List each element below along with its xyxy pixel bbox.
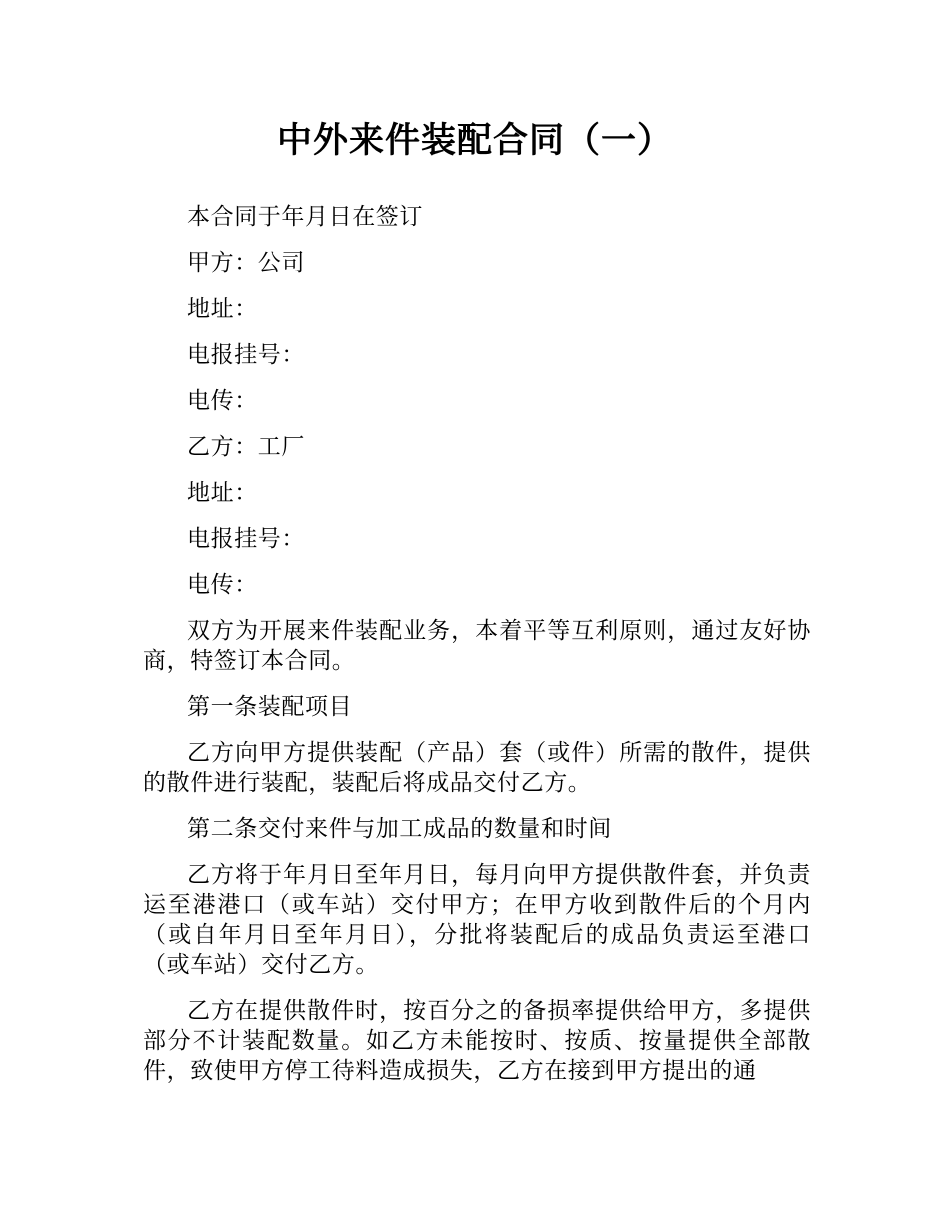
paragraph-party-b-cable: 电报挂号：	[187, 526, 305, 552]
paragraph-party-b-address: 地址：	[187, 480, 258, 506]
document-title: 中外来件装配合同（一）	[276, 121, 673, 161]
article-1-body: 乙方向甲方提供装配（产品）套（或件）所需的散件，提供的散件进行装配，装配后将成品交付乙方。	[143, 740, 811, 796]
paragraph-signing-date: 本合同于年月日在签订	[187, 204, 423, 230]
paragraph-party-b: 乙方：工厂	[187, 434, 305, 460]
article-2-body-2: 乙方在提供散件时，按百分之的备损率提供给甲方，多提供部分不计装配数量。如乙方未能按时、按质、按量提供全部散件，致使甲方停工待料造成损失，乙方在接到甲方提出的通	[143, 998, 811, 1084]
paragraph-preamble: 双方为开展来件装配业务，本着平等互利原则，通过友好协商，特签订本合同。	[143, 618, 811, 674]
paragraph-party-a-telex: 电传：	[187, 388, 258, 414]
article-1-heading: 第一条装配项目	[187, 694, 353, 720]
paragraph-party-a: 甲方：公司	[187, 250, 305, 276]
paragraph-party-b-telex: 电传：	[187, 572, 258, 598]
article-2-body-1: 乙方将于年月日至年月日，每月向甲方提供散件套，并负责运至港港口（或车站）交付甲方；在甲方收到散件后的个月内（或自年月日至年月日），分批将装配后的成品负责运至港口（或车站）交付乙方。	[143, 862, 811, 978]
paragraph-party-a-address: 地址：	[187, 296, 258, 322]
article-2-heading: 第二条交付来件与加工成品的数量和时间	[187, 816, 612, 842]
document-body	[143, 202, 811, 1102]
paragraph-party-a-cable: 电报挂号：	[187, 342, 305, 368]
